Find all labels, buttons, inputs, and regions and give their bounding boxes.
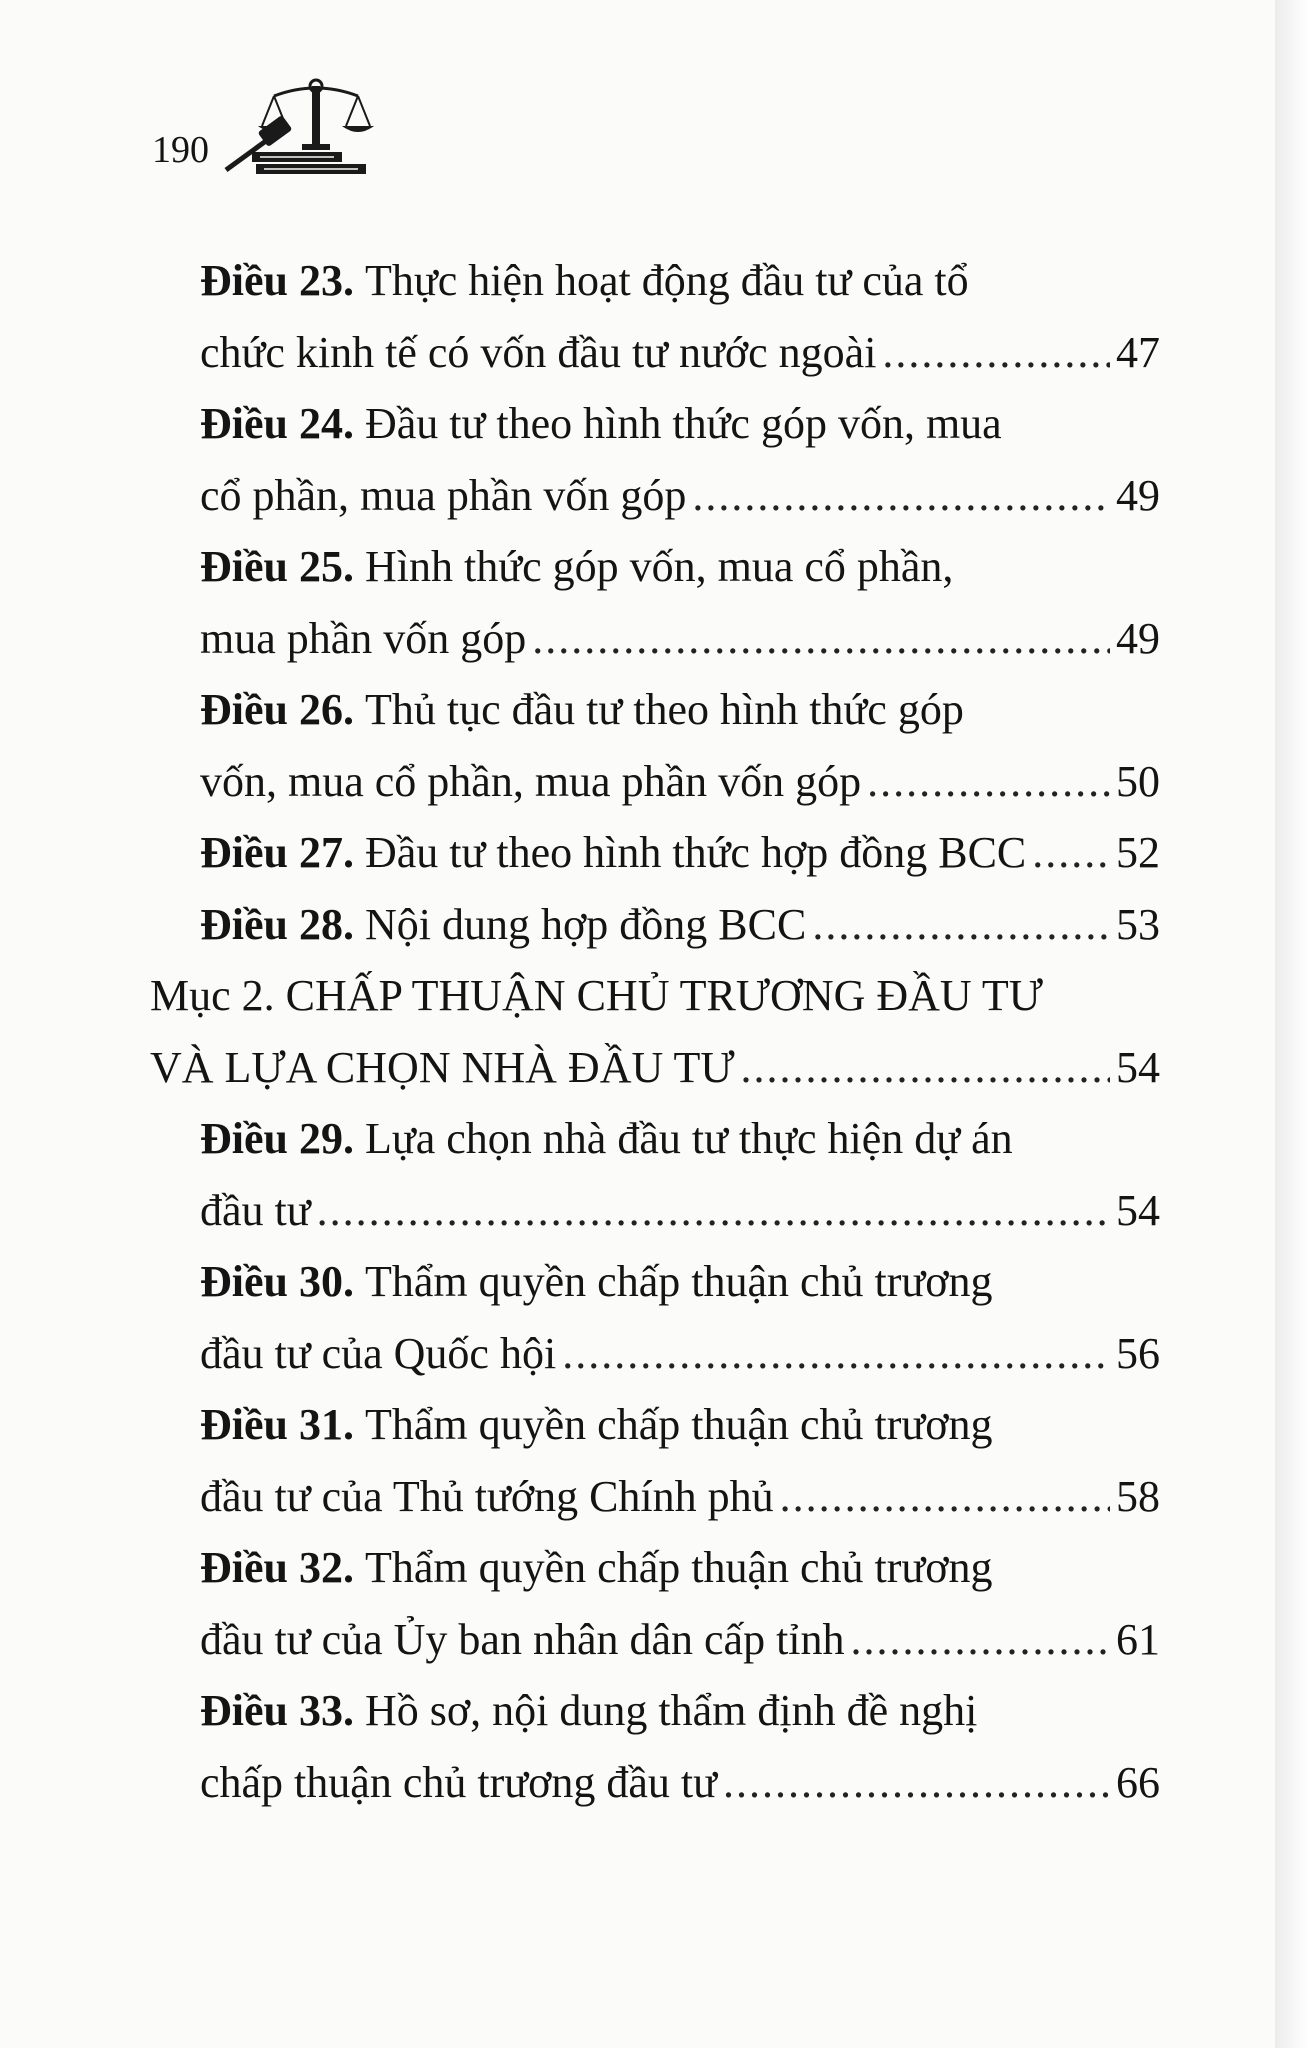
entry-title-text: Thẩm quyền chấp thuận chủ trương: [365, 1400, 993, 1449]
article-number: Điều 32.: [200, 1543, 354, 1592]
article-number: Điều 33.: [200, 1686, 354, 1735]
toc-line: [150, 817, 1160, 889]
entry-title-text: Hồ sơ, nội dung thẩm định đề nghị: [365, 1686, 978, 1735]
article-number: Điều 28.: [200, 899, 354, 949]
toc-line: [150, 1175, 1160, 1247]
entry-title-text: Nội dung hợp đồng BCC: [365, 899, 807, 949]
toc-line: [150, 1389, 1160, 1461]
dot-leader: [867, 746, 1110, 818]
article-number: Điều 25.: [200, 542, 354, 591]
dot-leader: [317, 1175, 1110, 1247]
toc-entry: [150, 1103, 1160, 1246]
entry-title-text: VÀ LỰA CHỌN NHÀ ĐẦU TƯ: [150, 1042, 735, 1092]
page-reference: 58: [1116, 1471, 1160, 1521]
entry-title-text: chức kinh tế có vốn đầu tư nước ngoài: [200, 327, 877, 377]
entry-title-text: Đầu tư theo hình thức hợp đồng BCC: [365, 828, 1027, 877]
toc-entry: [150, 817, 1160, 889]
article-number: Điều 30.: [200, 1257, 354, 1306]
page-reference: 56: [1116, 1328, 1160, 1378]
entry-title-text: cổ phần, mua phần vốn góp: [200, 470, 687, 520]
article-number: Điều 24.: [200, 399, 354, 448]
dot-leader: [740, 1032, 1110, 1104]
toc-line: [150, 1604, 1160, 1676]
dot-leader: [562, 1318, 1110, 1390]
article-number: Điều 27.: [200, 828, 354, 877]
entry-title-text: Hình thức góp vốn, mua cổ phần,: [365, 542, 954, 591]
toc-entry: [150, 889, 1160, 961]
toc-line: [150, 1103, 1160, 1175]
toc-line: [150, 1532, 1160, 1604]
article-number: Điều 29.: [200, 1114, 354, 1163]
dot-leader: [780, 1461, 1110, 1533]
page-reference: 54: [1116, 1042, 1160, 1092]
toc-line: [150, 960, 1160, 1032]
toc-entry: [150, 1532, 1160, 1675]
toc-entry: [150, 1389, 1160, 1532]
toc-entry: [150, 1246, 1160, 1389]
article-number: Điều 26.: [200, 685, 354, 734]
entry-title-text: đầu tư của Ủy ban nhân dân cấp tỉnh: [200, 1614, 845, 1664]
dot-leader: [812, 889, 1110, 961]
page-reference: 61: [1116, 1614, 1160, 1664]
table-of-contents: [150, 245, 1160, 1818]
toc-line: [150, 1318, 1160, 1390]
toc-entry: [150, 674, 1160, 817]
page-header: [152, 78, 412, 188]
page-edge: [1275, 0, 1309, 2048]
toc-line: [150, 746, 1160, 818]
entry-title-text: Đầu tư theo hình thức góp vốn, mua: [365, 399, 1002, 448]
toc-line: [150, 388, 1160, 460]
article-number: Điều 23.: [200, 256, 354, 305]
toc-line: [150, 603, 1160, 675]
dot-leader: [882, 317, 1110, 389]
page-reference: 47: [1116, 327, 1160, 377]
page-reference: 49: [1116, 613, 1160, 663]
entry-title-text: Mục 2. CHẤP THUẬN CHỦ TRƯƠNG ĐẦU TƯ: [150, 971, 1043, 1020]
toc-line: [150, 1747, 1160, 1819]
page-reference: 52: [1116, 828, 1160, 877]
article-number: Điều 31.: [200, 1400, 354, 1449]
page-reference: 54: [1116, 1185, 1160, 1235]
entry-title-text: Lựa chọn nhà đầu tư thực hiện dự án: [365, 1114, 1013, 1163]
page-reference: 49: [1116, 470, 1160, 520]
page-reference: 66: [1116, 1757, 1160, 1807]
entry-title-text: vốn, mua cổ phần, mua phần vốn góp: [200, 756, 862, 806]
toc-line: [150, 245, 1160, 317]
entry-title-text: đầu tư của Thủ tướng Chính phủ: [200, 1471, 774, 1521]
toc-line: [150, 531, 1160, 603]
dot-leader: [851, 1604, 1110, 1676]
dot-leader: [692, 460, 1110, 532]
toc-entry: [150, 245, 1160, 388]
toc-line: [150, 1246, 1160, 1318]
toc-line: [150, 1461, 1160, 1533]
toc-entry: [150, 388, 1160, 531]
entry-title-text: Thẩm quyền chấp thuận chủ trương: [365, 1543, 993, 1592]
toc-line: [150, 889, 1160, 961]
entry-title-text: đầu tư: [200, 1185, 311, 1235]
toc-section-heading: [150, 960, 1160, 1103]
page-number: 190: [152, 129, 209, 171]
toc-entry: [150, 531, 1160, 674]
toc-line: [150, 460, 1160, 532]
entry-title-text: Thủ tục đầu tư theo hình thức góp: [365, 685, 964, 734]
entry-title-text: Thực hiện hoạt động đầu tư của tổ: [365, 256, 969, 305]
toc-entry: [150, 1675, 1160, 1818]
toc-line: [150, 1032, 1160, 1104]
page-reference: 53: [1116, 899, 1160, 949]
dot-leader: [532, 603, 1110, 675]
entry-title-text: đầu tư của Quốc hội: [200, 1328, 557, 1378]
page-reference: 50: [1116, 756, 1160, 806]
toc-line: [150, 674, 1160, 746]
toc-line: [150, 317, 1160, 389]
dot-leader: [1032, 817, 1110, 889]
scales-of-justice-icon: [224, 78, 394, 183]
entry-title-text: mua phần vốn góp: [200, 613, 527, 663]
toc-line: [150, 1675, 1160, 1747]
entry-title-text: chấp thuận chủ trương đầu tư: [200, 1757, 717, 1807]
entry-title-text: Thẩm quyền chấp thuận chủ trương: [365, 1257, 993, 1306]
dot-leader: [723, 1747, 1110, 1819]
